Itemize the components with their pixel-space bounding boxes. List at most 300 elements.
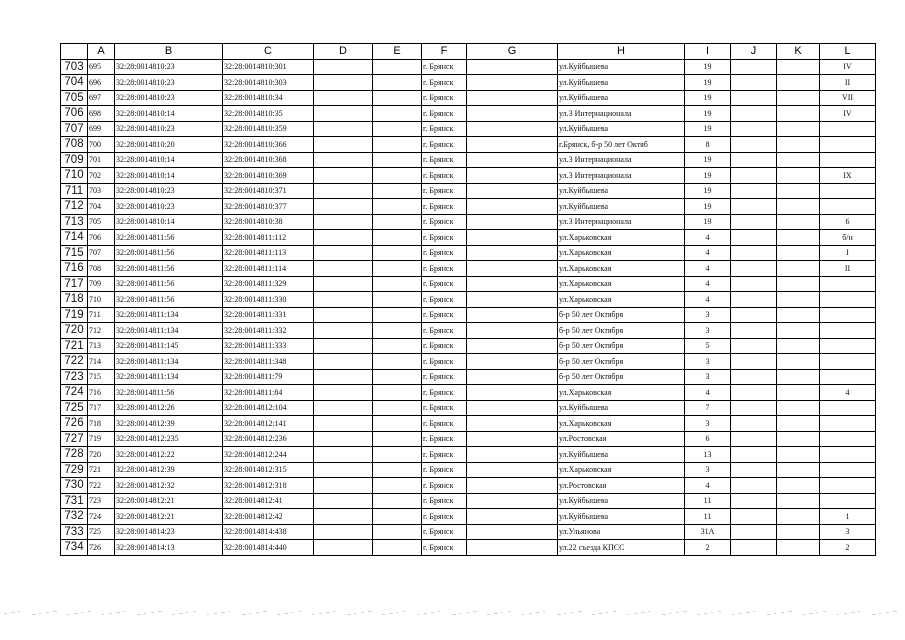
cell-a[interactable]: 725	[88, 524, 115, 540]
cell-h[interactable]: ул.Харьковская	[558, 462, 685, 478]
cell-l[interactable]	[820, 199, 876, 215]
cell-b[interactable]: 32:28:0014812:21	[115, 509, 223, 525]
cell-c[interactable]: 32:28:0014810:301	[223, 59, 314, 75]
cell-l[interactable]: б/н	[820, 230, 876, 246]
cell-i[interactable]: 4	[685, 292, 731, 308]
cell-h[interactable]: ул.Ульянова	[558, 524, 685, 540]
cell-j[interactable]	[731, 493, 777, 509]
cell-i[interactable]: 5	[685, 338, 731, 354]
cell-a[interactable]: 701	[88, 152, 115, 168]
column-header-k[interactable]: K	[777, 44, 820, 60]
cell-f[interactable]: г. Брянск	[422, 524, 467, 540]
cell-l[interactable]	[820, 137, 876, 153]
cell-k[interactable]	[777, 447, 820, 463]
cell-a[interactable]: 705	[88, 214, 115, 230]
cell-h[interactable]: ул.Харьковская	[558, 292, 685, 308]
cell-j[interactable]	[731, 90, 777, 106]
cell-g[interactable]	[467, 307, 558, 323]
row-number[interactable]: 703	[61, 59, 88, 75]
cell-a[interactable]: 726	[88, 540, 115, 556]
cell-g[interactable]	[467, 59, 558, 75]
cell-i[interactable]: 19	[685, 106, 731, 122]
cell-j[interactable]	[731, 75, 777, 91]
cell-d[interactable]	[314, 307, 373, 323]
cell-e[interactable]	[373, 199, 422, 215]
cell-l[interactable]	[820, 183, 876, 199]
cell-f[interactable]: г. Брянск	[422, 431, 467, 447]
row-number[interactable]: 726	[61, 416, 88, 432]
row-number[interactable]: 728	[61, 447, 88, 463]
cell-l[interactable]: IV	[820, 59, 876, 75]
cell-a[interactable]: 706	[88, 230, 115, 246]
cell-k[interactable]	[777, 121, 820, 137]
row-number[interactable]: 718	[61, 292, 88, 308]
cell-e[interactable]	[373, 168, 422, 184]
row-number[interactable]: 721	[61, 338, 88, 354]
column-header-a[interactable]: A	[88, 44, 115, 60]
cell-a[interactable]: 711	[88, 307, 115, 323]
cell-j[interactable]	[731, 509, 777, 525]
cell-g[interactable]	[467, 276, 558, 292]
cell-j[interactable]	[731, 400, 777, 416]
cell-g[interactable]	[467, 245, 558, 261]
cell-i[interactable]: 4	[685, 245, 731, 261]
cell-l[interactable]	[820, 462, 876, 478]
cell-l[interactable]	[820, 152, 876, 168]
cell-e[interactable]	[373, 354, 422, 370]
cell-b[interactable]: 32:28:0014812:39	[115, 462, 223, 478]
cell-l[interactable]	[820, 323, 876, 339]
cell-f[interactable]: г. Брянск	[422, 338, 467, 354]
cell-h[interactable]: ул.Ростовская	[558, 478, 685, 494]
cell-k[interactable]	[777, 261, 820, 277]
row-number[interactable]: 707	[61, 121, 88, 137]
cell-d[interactable]	[314, 121, 373, 137]
column-header-j[interactable]: J	[731, 44, 777, 60]
cell-h[interactable]: ул.Харьковская	[558, 276, 685, 292]
cell-k[interactable]	[777, 462, 820, 478]
cell-i[interactable]: 11	[685, 509, 731, 525]
cell-k[interactable]	[777, 400, 820, 416]
cell-h[interactable]: ул.Куйбышева	[558, 400, 685, 416]
row-number[interactable]: 731	[61, 493, 88, 509]
cell-h[interactable]: б-р 50 лет Октября	[558, 307, 685, 323]
cell-k[interactable]	[777, 59, 820, 75]
cell-f[interactable]: г. Брянск	[422, 462, 467, 478]
cell-i[interactable]: 4	[685, 261, 731, 277]
cell-l[interactable]	[820, 307, 876, 323]
cell-j[interactable]	[731, 338, 777, 354]
cell-h[interactable]: б-р 50 лет Октября	[558, 354, 685, 370]
cell-e[interactable]	[373, 307, 422, 323]
cell-l[interactable]	[820, 431, 876, 447]
cell-e[interactable]	[373, 524, 422, 540]
cell-h[interactable]: ул.Куйбышева	[558, 183, 685, 199]
cell-g[interactable]	[467, 121, 558, 137]
row-number[interactable]: 734	[61, 540, 88, 556]
cell-f[interactable]: г. Брянск	[422, 369, 467, 385]
cell-e[interactable]	[373, 540, 422, 556]
cell-f[interactable]: г. Брянск	[422, 245, 467, 261]
row-number[interactable]: 730	[61, 478, 88, 494]
cell-l[interactable]	[820, 493, 876, 509]
cell-l[interactable]: 6	[820, 214, 876, 230]
cell-d[interactable]	[314, 168, 373, 184]
cell-i[interactable]: 2	[685, 540, 731, 556]
cell-c[interactable]: 32:28:0014811:79	[223, 369, 314, 385]
cell-g[interactable]	[467, 524, 558, 540]
cell-d[interactable]	[314, 183, 373, 199]
cell-h[interactable]: ул.Куйбышева	[558, 493, 685, 509]
cell-d[interactable]	[314, 478, 373, 494]
row-number[interactable]: 722	[61, 354, 88, 370]
cell-l[interactable]	[820, 369, 876, 385]
cell-e[interactable]	[373, 385, 422, 401]
cell-k[interactable]	[777, 106, 820, 122]
cell-j[interactable]	[731, 199, 777, 215]
cell-l[interactable]	[820, 121, 876, 137]
cell-h[interactable]: ул.Куйбышева	[558, 447, 685, 463]
cell-e[interactable]	[373, 230, 422, 246]
cell-l[interactable]	[820, 354, 876, 370]
column-header-i[interactable]: I	[685, 44, 731, 60]
cell-j[interactable]	[731, 354, 777, 370]
cell-a[interactable]: 715	[88, 369, 115, 385]
cell-j[interactable]	[731, 276, 777, 292]
cell-f[interactable]: г. Брянск	[422, 416, 467, 432]
cell-f[interactable]: г. Брянск	[422, 152, 467, 168]
cell-e[interactable]	[373, 509, 422, 525]
cell-j[interactable]	[731, 431, 777, 447]
cell-h[interactable]: ул.Куйбышева	[558, 90, 685, 106]
row-number[interactable]: 724	[61, 385, 88, 401]
cell-i[interactable]: 3	[685, 462, 731, 478]
cell-e[interactable]	[373, 493, 422, 509]
cell-c[interactable]: 32:28:0014811:113	[223, 245, 314, 261]
row-number[interactable]: 704	[61, 75, 88, 91]
cell-a[interactable]: 709	[88, 276, 115, 292]
column-header-g[interactable]: G	[467, 44, 558, 60]
cell-g[interactable]	[467, 369, 558, 385]
cell-f[interactable]: г. Брянск	[422, 493, 467, 509]
cell-k[interactable]	[777, 369, 820, 385]
cell-e[interactable]	[373, 416, 422, 432]
cell-d[interactable]	[314, 245, 373, 261]
cell-i[interactable]: 19	[685, 183, 731, 199]
cell-i[interactable]: 4	[685, 230, 731, 246]
cell-i[interactable]: 11	[685, 493, 731, 509]
cell-a[interactable]: 698	[88, 106, 115, 122]
cell-j[interactable]	[731, 524, 777, 540]
cell-l[interactable]: II	[820, 75, 876, 91]
cell-c[interactable]: 32:28:0014810:368	[223, 152, 314, 168]
cell-i[interactable]: 3	[685, 369, 731, 385]
cell-h[interactable]: ул.Куйбышева	[558, 199, 685, 215]
cell-c[interactable]: 32:28:0014810:371	[223, 183, 314, 199]
cell-f[interactable]: г. Брянск	[422, 509, 467, 525]
column-header-c[interactable]: C	[223, 44, 314, 60]
cell-l[interactable]	[820, 478, 876, 494]
cell-d[interactable]	[314, 276, 373, 292]
cell-e[interactable]	[373, 400, 422, 416]
cell-c[interactable]: 32:28:0014812:236	[223, 431, 314, 447]
column-header-l[interactable]: L	[820, 44, 876, 60]
cell-e[interactable]	[373, 214, 422, 230]
row-number[interactable]: 720	[61, 323, 88, 339]
cell-g[interactable]	[467, 292, 558, 308]
cell-l[interactable]	[820, 400, 876, 416]
cell-l[interactable]: I	[820, 245, 876, 261]
cell-g[interactable]	[467, 75, 558, 91]
row-number[interactable]: 708	[61, 137, 88, 153]
cell-k[interactable]	[777, 524, 820, 540]
cell-h[interactable]: ул.3 Интернационала	[558, 214, 685, 230]
cell-a[interactable]: 723	[88, 493, 115, 509]
cell-j[interactable]	[731, 416, 777, 432]
cell-a[interactable]: 704	[88, 199, 115, 215]
cell-k[interactable]	[777, 431, 820, 447]
cell-i[interactable]: 3	[685, 354, 731, 370]
cell-i[interactable]: 4	[685, 276, 731, 292]
cell-d[interactable]	[314, 261, 373, 277]
cell-c[interactable]: 32:28:0014811:114	[223, 261, 314, 277]
cell-k[interactable]	[777, 137, 820, 153]
cell-b[interactable]: 32:28:0014810:23	[115, 183, 223, 199]
cell-a[interactable]: 721	[88, 462, 115, 478]
cell-k[interactable]	[777, 75, 820, 91]
cell-i[interactable]: 31А	[685, 524, 731, 540]
cell-b[interactable]: 32:28:0014812:21	[115, 493, 223, 509]
cell-c[interactable]: 32:28:0014812:141	[223, 416, 314, 432]
cell-e[interactable]	[373, 183, 422, 199]
row-number[interactable]: 733	[61, 524, 88, 540]
cell-h[interactable]: ул.Харьковская	[558, 261, 685, 277]
cell-a[interactable]: 708	[88, 261, 115, 277]
cell-a[interactable]: 719	[88, 431, 115, 447]
cell-b[interactable]: 32:28:0014810:14	[115, 106, 223, 122]
cell-c[interactable]: 32:28:0014812:42	[223, 509, 314, 525]
cell-b[interactable]: 32:28:0014812:22	[115, 447, 223, 463]
cell-f[interactable]: г. Брянск	[422, 168, 467, 184]
cell-j[interactable]	[731, 369, 777, 385]
cell-i[interactable]: 8	[685, 137, 731, 153]
column-header-d[interactable]: D	[314, 44, 373, 60]
cell-f[interactable]: г. Брянск	[422, 400, 467, 416]
cell-i[interactable]: 4	[685, 478, 731, 494]
row-number[interactable]: 711	[61, 183, 88, 199]
cell-f[interactable]: г. Брянск	[422, 540, 467, 556]
cell-g[interactable]	[467, 152, 558, 168]
cell-c[interactable]: 32:28:0014811:348	[223, 354, 314, 370]
cell-f[interactable]: г. Брянск	[422, 385, 467, 401]
cell-k[interactable]	[777, 416, 820, 432]
cell-e[interactable]	[373, 137, 422, 153]
cell-a[interactable]: 710	[88, 292, 115, 308]
cell-e[interactable]	[373, 292, 422, 308]
cell-a[interactable]: 699	[88, 121, 115, 137]
cell-f[interactable]: г. Брянск	[422, 183, 467, 199]
cell-e[interactable]	[373, 323, 422, 339]
cell-c[interactable]: 32:28:0014812:315	[223, 462, 314, 478]
cell-f[interactable]: г. Брянск	[422, 121, 467, 137]
cell-k[interactable]	[777, 199, 820, 215]
cell-a[interactable]: 703	[88, 183, 115, 199]
cell-c[interactable]: 32:28:0014811:330	[223, 292, 314, 308]
cell-b[interactable]: 32:28:0014810:20	[115, 137, 223, 153]
cell-g[interactable]	[467, 493, 558, 509]
cell-k[interactable]	[777, 292, 820, 308]
cell-j[interactable]	[731, 168, 777, 184]
cell-c[interactable]: 32:28:0014810:359	[223, 121, 314, 137]
cell-a[interactable]: 707	[88, 245, 115, 261]
cell-c[interactable]: 32:28:0014811:329	[223, 276, 314, 292]
cell-e[interactable]	[373, 90, 422, 106]
cell-l[interactable]: 4	[820, 385, 876, 401]
cell-g[interactable]	[467, 261, 558, 277]
row-number[interactable]: 716	[61, 261, 88, 277]
cell-d[interactable]	[314, 493, 373, 509]
cell-b[interactable]: 32:28:0014812:32	[115, 478, 223, 494]
cell-b[interactable]: 32:28:0014811:134	[115, 307, 223, 323]
cell-d[interactable]	[314, 416, 373, 432]
cell-k[interactable]	[777, 354, 820, 370]
cell-i[interactable]: 19	[685, 152, 731, 168]
cell-f[interactable]: г. Брянск	[422, 230, 467, 246]
cell-a[interactable]: 697	[88, 90, 115, 106]
cell-e[interactable]	[373, 276, 422, 292]
cell-j[interactable]	[731, 447, 777, 463]
cell-g[interactable]	[467, 400, 558, 416]
row-number[interactable]: 727	[61, 431, 88, 447]
cell-a[interactable]: 716	[88, 385, 115, 401]
cell-g[interactable]	[467, 137, 558, 153]
cell-c[interactable]: 32:28:0014810:35	[223, 106, 314, 122]
cell-k[interactable]	[777, 338, 820, 354]
cell-i[interactable]: 19	[685, 59, 731, 75]
cell-f[interactable]: г. Брянск	[422, 106, 467, 122]
cell-l[interactable]: 1	[820, 509, 876, 525]
cell-f[interactable]: г. Брянск	[422, 307, 467, 323]
cell-b[interactable]: 32:28:0014811:134	[115, 354, 223, 370]
cell-l[interactable]: VII	[820, 90, 876, 106]
cell-c[interactable]: 32:28:0014812:244	[223, 447, 314, 463]
cell-i[interactable]: 19	[685, 121, 731, 137]
cell-i[interactable]: 13	[685, 447, 731, 463]
cell-i[interactable]: 19	[685, 75, 731, 91]
cell-h[interactable]: г.Брянск, б-р 50 лет Октяб	[558, 137, 685, 153]
cell-k[interactable]	[777, 385, 820, 401]
cell-j[interactable]	[731, 137, 777, 153]
row-number[interactable]: 710	[61, 168, 88, 184]
cell-j[interactable]	[731, 292, 777, 308]
cell-c[interactable]: 32:28:0014810:366	[223, 137, 314, 153]
cell-d[interactable]	[314, 540, 373, 556]
cell-l[interactable]: 2	[820, 540, 876, 556]
cell-h[interactable]: б-р 50 лет Октября	[558, 323, 685, 339]
cell-c[interactable]: 32:28:0014814:438	[223, 524, 314, 540]
cell-i[interactable]: 7	[685, 400, 731, 416]
cell-e[interactable]	[373, 121, 422, 137]
cell-j[interactable]	[731, 183, 777, 199]
cell-d[interactable]	[314, 400, 373, 416]
cell-f[interactable]: г. Брянск	[422, 90, 467, 106]
cell-b[interactable]: 32:28:0014810:14	[115, 214, 223, 230]
cell-g[interactable]	[467, 168, 558, 184]
cell-i[interactable]: 3	[685, 323, 731, 339]
cell-i[interactable]: 19	[685, 199, 731, 215]
cell-d[interactable]	[314, 90, 373, 106]
cell-l[interactable]	[820, 276, 876, 292]
cell-h[interactable]: ул.Куйбышева	[558, 75, 685, 91]
cell-b[interactable]: 32:28:0014810:23	[115, 59, 223, 75]
column-header-f[interactable]: F	[422, 44, 467, 60]
cell-e[interactable]	[373, 462, 422, 478]
cell-e[interactable]	[373, 369, 422, 385]
cell-e[interactable]	[373, 261, 422, 277]
cell-e[interactable]	[373, 338, 422, 354]
cell-l[interactable]	[820, 447, 876, 463]
cell-h[interactable]: ул.Харьковская	[558, 385, 685, 401]
cell-d[interactable]	[314, 106, 373, 122]
cell-l[interactable]: II	[820, 261, 876, 277]
cell-b[interactable]: 32:28:0014811:145	[115, 338, 223, 354]
cell-k[interactable]	[777, 214, 820, 230]
cell-b[interactable]: 32:28:0014811:56	[115, 261, 223, 277]
cell-f[interactable]: г. Брянск	[422, 292, 467, 308]
cell-i[interactable]: 19	[685, 90, 731, 106]
cell-b[interactable]: 32:28:0014812:235	[115, 431, 223, 447]
cell-a[interactable]: 718	[88, 416, 115, 432]
row-number[interactable]: 725	[61, 400, 88, 416]
cell-i[interactable]: 19	[685, 168, 731, 184]
cell-c[interactable]: 32:28:0014810:369	[223, 168, 314, 184]
cell-j[interactable]	[731, 121, 777, 137]
cell-e[interactable]	[373, 478, 422, 494]
cell-c[interactable]: 32:28:0014812:318	[223, 478, 314, 494]
cell-j[interactable]	[731, 323, 777, 339]
cell-d[interactable]	[314, 214, 373, 230]
cell-d[interactable]	[314, 199, 373, 215]
cell-e[interactable]	[373, 431, 422, 447]
cell-c[interactable]: 32:28:0014812:104	[223, 400, 314, 416]
cell-f[interactable]: г. Брянск	[422, 137, 467, 153]
cell-d[interactable]	[314, 323, 373, 339]
cell-f[interactable]: г. Брянск	[422, 199, 467, 215]
cell-b[interactable]: 32:28:0014810:14	[115, 152, 223, 168]
column-header-h[interactable]: H	[558, 44, 685, 60]
cell-a[interactable]: 714	[88, 354, 115, 370]
cell-f[interactable]: г. Брянск	[422, 323, 467, 339]
cell-d[interactable]	[314, 59, 373, 75]
row-number[interactable]: 712	[61, 199, 88, 215]
cell-f[interactable]: г. Брянск	[422, 261, 467, 277]
cell-f[interactable]: г. Брянск	[422, 478, 467, 494]
cell-d[interactable]	[314, 462, 373, 478]
cell-g[interactable]	[467, 323, 558, 339]
cell-c[interactable]: 32:28:0014810:38	[223, 214, 314, 230]
cell-d[interactable]	[314, 338, 373, 354]
cell-g[interactable]	[467, 338, 558, 354]
cell-a[interactable]: 695	[88, 59, 115, 75]
cell-j[interactable]	[731, 307, 777, 323]
cell-c[interactable]: 32:28:0014810:377	[223, 199, 314, 215]
cell-d[interactable]	[314, 369, 373, 385]
cell-d[interactable]	[314, 447, 373, 463]
cell-d[interactable]	[314, 354, 373, 370]
cell-d[interactable]	[314, 385, 373, 401]
cell-c[interactable]: 32:28:0014811:112	[223, 230, 314, 246]
cell-l[interactable]: 3	[820, 524, 876, 540]
